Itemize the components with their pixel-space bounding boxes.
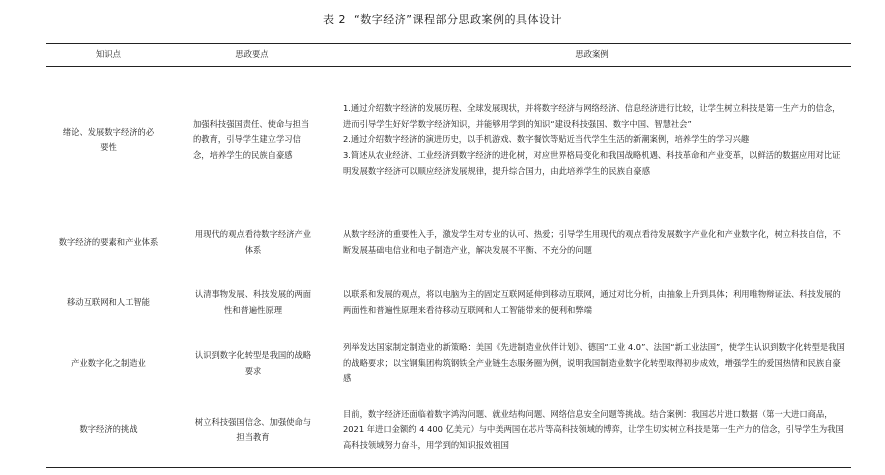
table-row (46, 334, 851, 394)
table-caption-label: 表 2 (323, 13, 347, 26)
cases-cell (333, 67, 851, 214)
case-paragraph: 列举发达国家制定制造业的新策略：美国《先进制造业伙伴计划》、德国“工业 4.0”、法国“新工业法国”，使学生认识到数字化转型是我国的战略要求；以宝钢集团构筑钢铁全产业链生态服务圈为例，说明我国制造业数字化转型取得初步成效，增强学生的爱国热情和民族自豪感 (343, 342, 845, 384)
case-design-table (46, 43, 851, 468)
cases-cell (333, 334, 851, 394)
knowledge-cell: 绪论、发展数字经济的必要性 (62, 126, 155, 153)
table-caption-title: “数字经济”课程部分思政案例的具体设计 (354, 13, 562, 26)
table-header-row (46, 44, 851, 67)
points-cell: 用现代的观点看待数字经济产业体系 (194, 228, 312, 255)
header-points: 思政要点 (171, 44, 333, 67)
header-cases: 思政案例 (333, 44, 851, 67)
knowledge-cell: 移动互联网和人工智能 (67, 296, 150, 307)
table-caption (0, 12, 885, 28)
case-paragraph: 3.简述从农业经济、工业经济到数字经济的进化树，对应世界格局变化和我国战略机遇、科技革命和产业变革，以鲜活的数据应用对比证明发展数字经济可以顺应经济发展规律，提升综合国力，由此培养学生的民族自豪感 (343, 150, 841, 176)
case-paragraph: 1.通过介绍数字经济的发展历程、全球发展现状，并将数字经济与网络经济、信息经济进行比较，让学生树立科技是第一生产力的信念，进而引导学生好好学数字经济知识，并能够用学到的知识“建设科技强国、数字中国、智慧社会” (343, 103, 841, 129)
points-cell: 认清事物发展、科技发展的两面性和普遍性原理 (194, 288, 312, 315)
case-paragraph: 目前，数字经济还面临着数字鸿沟问题、就业结构问题、网络信息安全问题等挑战。结合案例：我国芯片进口数据（第一大进口商品，2021 年进口金额约 4 400 亿美元）与中美两国在芯片等高科技领域的博弈，让学生切实树立科技是第一生产力的信念，引导学生为我国高科技领域努力奋斗，用学到的知识报效祖国 (343, 408, 844, 451)
cases-cell (333, 214, 851, 272)
cases-cell (333, 394, 851, 468)
table-row (46, 67, 851, 214)
points-cell: 认识到数字化转型是我国的战略要求 (194, 349, 312, 376)
points-text: 加强科技强国责任、使命与担当的教育，引导学生建立学习信念，培养学生的民族自豪感 (193, 118, 310, 161)
header-knowledge: 知识点 (46, 44, 171, 67)
cases-cell (333, 272, 851, 334)
case-paragraph: 从数字经济的重要性入手，激发学生对专业的认可、热爱；引导学生用现代的观点看待发展数字产业化和产业数字化，树立科技自信，不断发展基础电信业和电子制造产业，解决发展不平衡、不充分的问题 (343, 228, 841, 255)
knowledge-cell: 数字经济的要素和产业体系 (58, 236, 159, 247)
table-row (46, 394, 851, 468)
knowledge-cell: 产业数字化之制造业 (71, 357, 146, 368)
knowledge-cell: 数字经济的挑战 (46, 394, 171, 468)
table-row (46, 214, 851, 272)
points-cell: 树立科技强国信念、加强使命与担当教育 (171, 394, 333, 468)
case-paragraph: 以联系和发展的观点，将以电脑为主的固定互联网延伸到移动互联网，通过对比分析，由抽象上升到具体；利用唯物辩证法、科技发展的两面性和普遍性原理来看待移动互联网和人工智能带来的便利和弊端 (343, 288, 841, 315)
case-paragraph: 2.通过介绍数字经济的演进历史，以手机游戏、数字餐饮等贴近当代学生生活的新潮案例，培养学生的学习兴趣 (343, 134, 750, 145)
table-row (46, 272, 851, 334)
points-cell (171, 67, 333, 214)
